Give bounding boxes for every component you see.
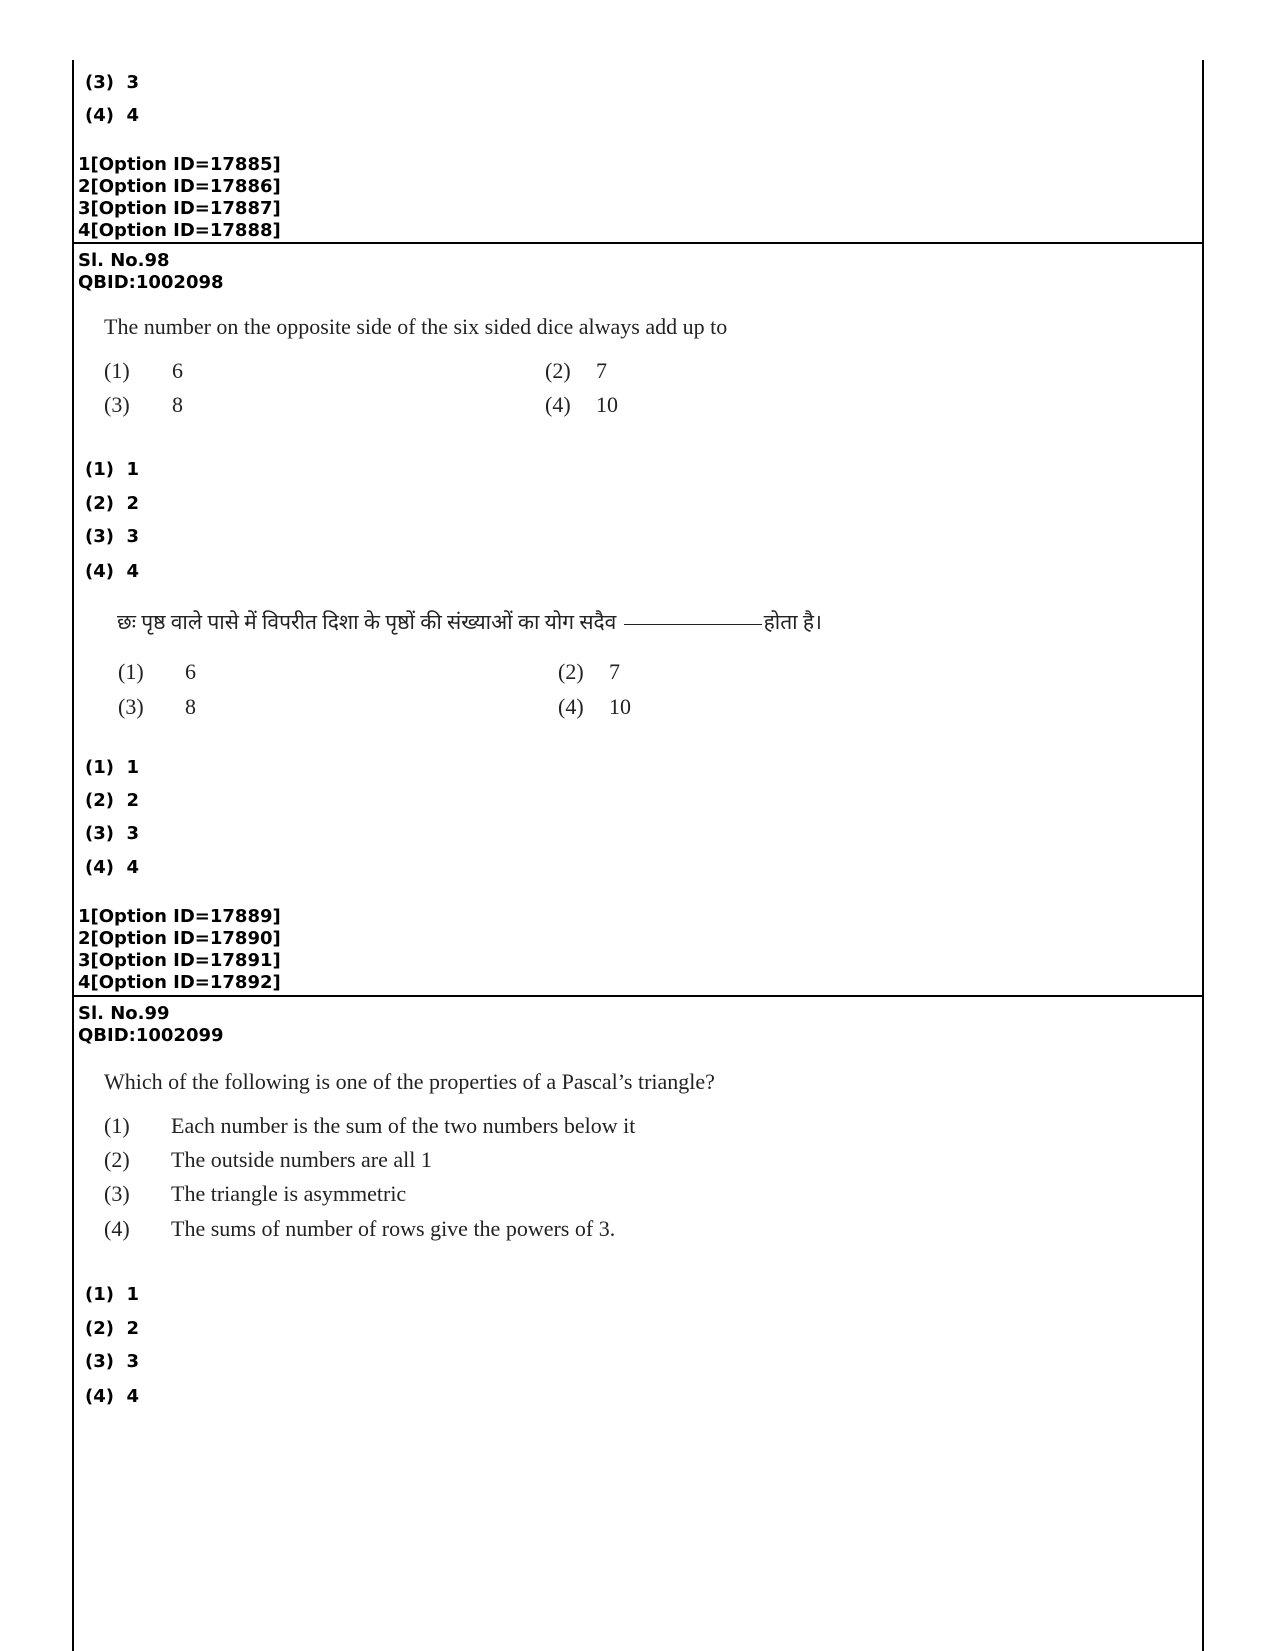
option-id-list: 1[Option ID=17885] 2[Option ID=17886] 3[Option ID=17887] 4[Option ID=17888] [78,154,281,241]
answer-row: (1) 1 [85,1284,140,1305]
option-en-value: The outside numbers are all 1 [171,1147,432,1172]
answer-row: (3) 3 [85,1351,140,1372]
option-hi-value: 10 [609,694,631,719]
answer-row: (4) 4 [85,857,140,878]
question-text-en: Which of the following is one of the properties of a Pascal’s triangle? [104,1069,715,1094]
option-en-value: The sums of number of rows give the powers of 3. [171,1216,616,1241]
answer-row: (2) 2 [85,1318,140,1339]
option-en: (1) [104,358,130,383]
option-en-value: 10 [596,392,618,417]
option-hi: (2) [558,659,584,684]
option-hi-value: 6 [185,659,196,684]
answer-row: (4) 4 [85,1386,140,1407]
option-en-value: 6 [172,358,183,383]
option-en: (2) [545,358,571,383]
section-divider [72,242,1204,244]
page-frame [72,60,1204,1651]
answer-row: (1) 1 [85,459,140,480]
option-en: (2) [104,1147,130,1172]
answer-row: (3) 3 [85,72,140,93]
question-header: Sl. No.98 QBID:1002098 [78,250,224,293]
option-en: (4) [545,392,571,417]
question-text-hi: छः पृष्ठ वाले पासे में विपरीत दिशा के पृष्ठों की संख्याओं का योग सदैव होता है। [117,610,822,634]
answer-row: (2) 2 [85,493,140,514]
option-en-value: 7 [596,358,607,383]
option-en: (3) [104,1181,130,1206]
option-en-value: The triangle is asymmetric [171,1181,407,1206]
option-hi: (1) [118,659,144,684]
answer-row: (3) 3 [85,823,140,844]
answer-row: (2) 2 [85,790,140,811]
option-en-value: 8 [172,392,183,417]
option-hi-value: 8 [185,694,196,719]
option-hi: (4) [558,694,584,719]
question-text-en: The number on the opposite side of the six sided dice always add up to [104,314,728,339]
answer-row: (1) 1 [85,757,140,778]
option-en-value: Each number is the sum of the two numbers below it [171,1113,636,1138]
option-hi-value: 7 [609,659,620,684]
option-en: (1) [104,1113,130,1138]
section-divider [72,995,1204,997]
option-hi: (3) [118,694,144,719]
question-header: Sl. No.99 QBID:1002099 [78,1003,224,1046]
answer-row: (4) 4 [85,561,140,582]
option-id-list: 1[Option ID=17889] 2[Option ID=17890] 3[Option ID=17891] 4[Option ID=17892] [78,906,281,993]
option-en: (4) [104,1216,130,1241]
option-en: (3) [104,392,130,417]
answer-row: (4) 4 [85,105,140,126]
blank-line [624,624,762,625]
answer-row: (3) 3 [85,526,140,547]
